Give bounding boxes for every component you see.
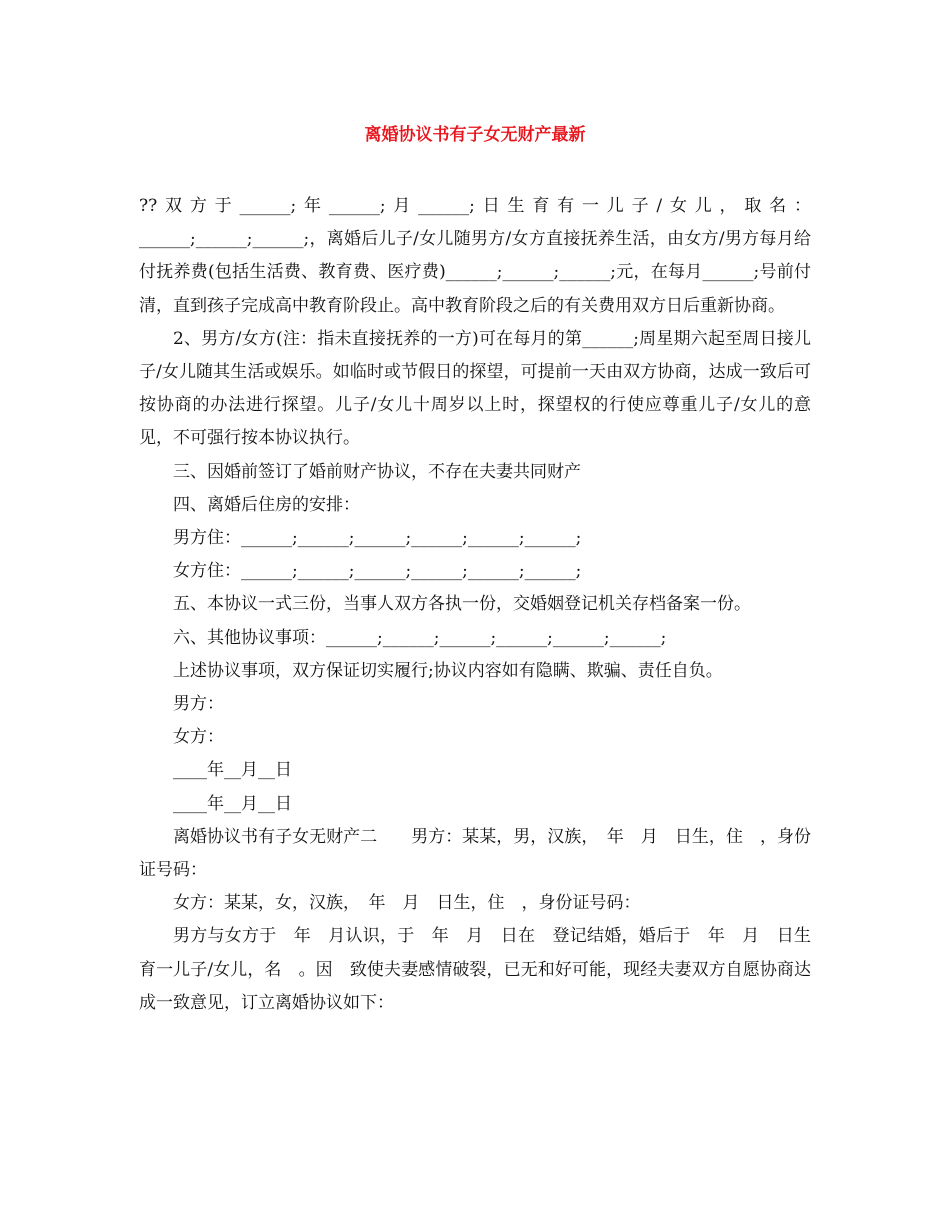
signature-date-1: ____年__月__日 xyxy=(173,760,292,781)
signature-female: 女方： xyxy=(173,727,224,748)
signature-date-2: ____年__月__日 xyxy=(173,793,292,814)
paragraph-copies: 五、本协议一式三份，当事人双方各执一份，交婚姻登记机关存档备案一份。 xyxy=(173,594,751,615)
paragraph-guarantee: 上述协议事项，双方保证切实履行;协议内容如有隐瞒、欺骗、责任自负。 xyxy=(173,660,723,681)
paragraph-female-info: 女方：某某，女，汉族， 年 月 日生，住 ，身份证号码： xyxy=(173,893,641,914)
paragraph-male-housing: 男方住：______;______;______;______;______;______; xyxy=(173,528,582,549)
paragraph-female-housing: 女方住：______;______;______;______;______;______; xyxy=(173,561,582,582)
document-title: 离婚协议书有子女无财产最新 xyxy=(364,125,586,145)
document-body xyxy=(139,190,811,1020)
paragraph-housing-heading: 四、离婚后住房的安排： xyxy=(173,494,360,515)
paragraph-other-matters: 六、其他协议事项：______;______;______;______;______;______; xyxy=(173,627,667,648)
paragraph-property: 三、因婚前签订了婚前财产协议，不存在夫妻共同财产 xyxy=(173,461,581,482)
paragraph-child-support: ??双方于______;年______;月______;日生育有一儿子/女儿，取名：______;______;______;，离婚后儿子/女儿随男方/女方直接抚养生活，由女方/男方每月给付抚养费(包括生活费、教育费、医疗费)______;______;______;元，在每月______;号前付清，直到孩子完成高中教育阶段止。高中教育阶段之后的有关费用双方日后重新协商。 xyxy=(139,196,811,316)
paragraph-marriage-background: 男方与女方于 年 月认识，于 年 月 日在 登记结婚，婚后于 年 月 日生育一儿子/女儿，名 。因 致使夫妻感情破裂，已无和好可能，现经夫妻双方自愿协商达成一致意见，订立离婚协议如下： xyxy=(139,926,811,1013)
paragraph-visitation: 2、男方/女方(注：指未直接抚养的一方)可在每月的第______;周星期六起至周日接儿子/女儿随其生活或娱乐。如临时或节假日的探望，可提前一天由双方协商，达成一致后可按协商的办法进行探望。儿子/女儿十周岁以上时，探望权的行使应尊重儿子/女儿的意见，不可强行按本协议执行。 xyxy=(139,328,811,449)
signature-male: 男方： xyxy=(173,694,224,715)
paragraph-second-heading-male: 离婚协议书有子女无财产二 男方：某某，男，汉族， 年 月 日生，住 ，身份证号码： xyxy=(139,826,811,881)
